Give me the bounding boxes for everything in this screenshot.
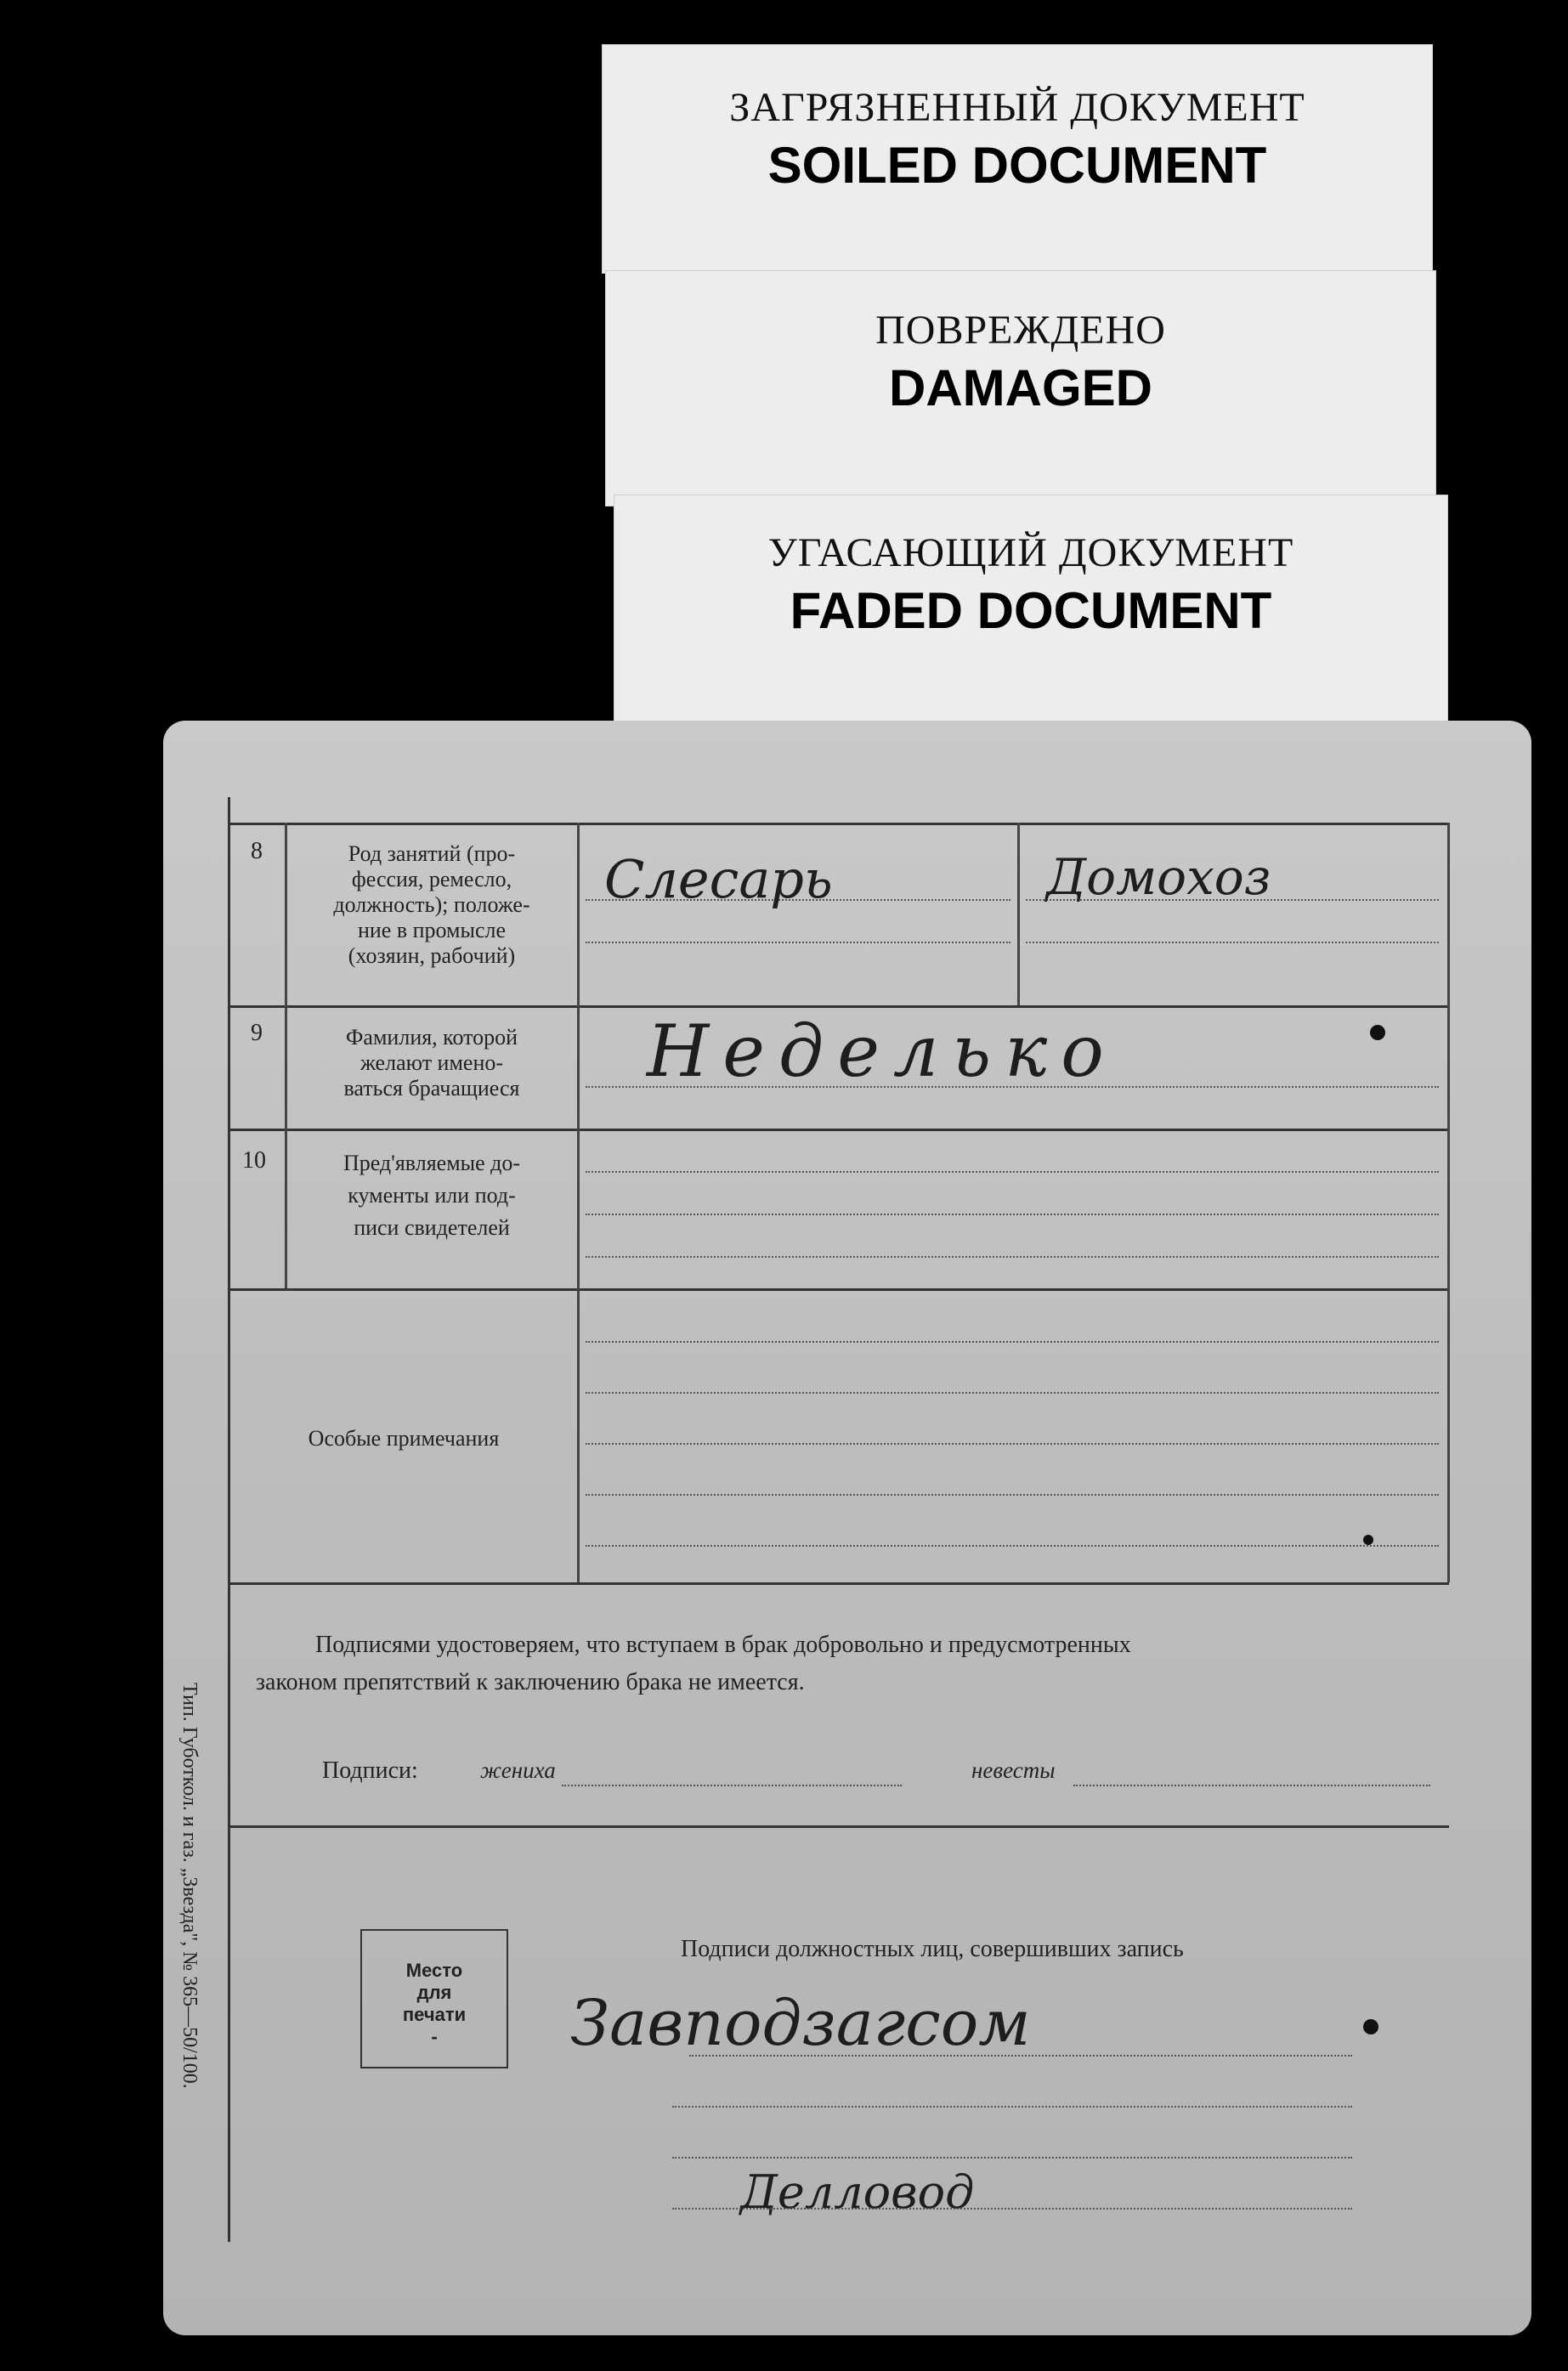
row-border-10-notes — [230, 1288, 1449, 1291]
row9-label: Фамилия, которой желают имено- ваться брачащиеся — [343, 1025, 520, 1101]
damaged-card — [605, 270, 1436, 506]
groom-signature-label: жениха — [480, 1757, 556, 1783]
row9-number: 9 — [251, 1020, 263, 1046]
row10-number: 10 — [242, 1147, 266, 1174]
row8-label: Род занятий (про- фессия, ремесло, должность); положе- ние в промысле (хозяин, рабочий) — [333, 841, 530, 968]
damaged-label-ru: ПОВРЕЖДЕНО — [875, 308, 1166, 353]
damaged-label-en: DAMAGED — [889, 359, 1152, 416]
statement-line-2: законом препятствий к заключению брака не имеется. — [256, 1669, 805, 1695]
statement-line-1: Подписями удостоверяем, что вступаем в брак добровольно и предусмотренных — [315, 1632, 1131, 1658]
col-num-divider — [285, 823, 287, 1288]
marriage-record-page — [163, 721, 1531, 2335]
punch-hole-3 — [1363, 1535, 1373, 1545]
col-label-divider — [577, 823, 580, 1582]
col-right-border — [1447, 823, 1450, 1582]
official-signature-2: Делловод — [740, 2165, 975, 2219]
notes-label: Особые примечания — [308, 1426, 500, 1451]
col-groom-bride-divider — [1017, 823, 1020, 1005]
groom-signature-line — [562, 1785, 902, 1786]
soiled-label-ru: ЗАГРЯЗНЕННЫЙ ДОКУМЕНТ — [729, 85, 1305, 130]
officials-label: Подписи должностных лиц, совершивших запись — [681, 1936, 1184, 1962]
row-border-top — [230, 823, 1449, 825]
soiled-document-card — [602, 44, 1433, 274]
row9-surname: Неделько — [647, 1010, 1118, 1093]
printer-imprint: Тип. Губоткол. и газ. „Звезда", № 365—50/100. — [178, 1683, 201, 2089]
row-border-statement-officials — [230, 1825, 1449, 1828]
row8-groom-occupation: Слесарь — [604, 848, 833, 910]
bride-signature-label: невесты — [971, 1757, 1056, 1783]
faded-label-en: FADED DOCUMENT — [790, 582, 1272, 639]
bride-signature-line — [1073, 1785, 1430, 1786]
seal-place-box: Место для печати - — [360, 1929, 508, 2068]
official-signature-1: Завподзагсом — [570, 1987, 1031, 2060]
punch-hole-2 — [1363, 2019, 1378, 2034]
faded-label-ru: УГАСАЮЩИЙ ДОКУМЕНТ — [767, 530, 1294, 575]
row-border-notes-statement — [230, 1582, 1449, 1585]
row-border-9-10 — [230, 1129, 1449, 1131]
row8-bride-occupation: Домохоз — [1046, 848, 1271, 906]
row-border-8-9 — [230, 1005, 1449, 1008]
row10-label: Пред'являемые до- кументы или под- писи свидетелей — [342, 1151, 521, 1240]
signatures-label: Подписи: — [322, 1757, 418, 1784]
faded-document-card — [614, 495, 1448, 726]
soiled-label-en: SOILED DOCUMENT — [767, 137, 1267, 194]
punch-hole-1 — [1370, 1025, 1385, 1040]
row8-number: 8 — [251, 838, 263, 864]
